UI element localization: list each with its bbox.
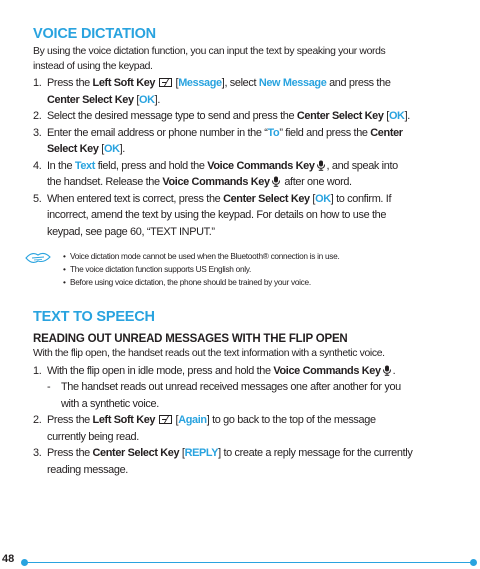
step-number: 1. <box>33 364 42 377</box>
note-list <box>33 250 453 289</box>
step-text: currently being read. <box>47 430 139 443</box>
bracket: [ <box>133 93 140 106</box>
step-text: with a synthetic voice. <box>61 397 159 410</box>
key-name: Select Key <box>47 143 99 155</box>
step-text: incorrect, amend the text by using the keypad. For details on how to use the <box>47 209 387 221</box>
step-number: 3. <box>33 447 42 459</box>
text-to-speech-steps <box>33 363 453 479</box>
step-text: the handset. Release the <box>47 176 163 188</box>
step-item <box>33 191 453 241</box>
footer-rule <box>24 562 472 563</box>
softkey-label: Message <box>178 77 222 89</box>
step-text: keypad, see page 60, “TEXT INPUT.” <box>47 225 215 238</box>
intro-line-1: By using the voice dictation function, you can input the text by speaking your words <box>33 46 386 57</box>
left-soft-key-icon <box>159 415 172 424</box>
step-item <box>33 108 453 125</box>
step-text: after one word. <box>281 176 352 188</box>
dash-marker: - <box>47 381 51 393</box>
bracket: [ <box>172 77 179 89</box>
step-number: 5. <box>33 192 42 205</box>
step-text: When entered text is correct, press the <box>47 192 224 205</box>
step-text: ” field and press the <box>279 126 371 139</box>
step-number: 2. <box>33 110 42 122</box>
bracket: [ <box>172 414 179 426</box>
voice-commands-key-icon <box>382 365 392 376</box>
step-number: 2. <box>33 414 42 426</box>
field-name: Text <box>74 159 96 172</box>
softkey-label: OK <box>103 143 120 155</box>
step-text: ] to go back to the top of the message <box>206 414 376 426</box>
section-title-voice-dictation: VOICE DICTATION <box>33 26 156 42</box>
bracket: [ <box>98 143 104 155</box>
bracket: [ <box>383 110 389 122</box>
voice-dictation-steps <box>33 75 453 240</box>
step-text: reading message. <box>47 463 128 476</box>
step-text: Select the desired message type to send and press the <box>47 110 297 122</box>
note-icon <box>24 250 52 266</box>
step-text: In the <box>47 159 75 172</box>
step-text: The handset reads out unread received messages one after another for you <box>61 381 401 393</box>
step-number: 1. <box>33 77 42 89</box>
step-text: ], select <box>221 77 259 89</box>
page-footer <box>0 551 480 569</box>
step-text: and press the <box>326 77 391 89</box>
note-item: • Before using voice dictation, the phone should be trained by your voice. <box>63 276 453 289</box>
bracket: [ <box>309 192 316 205</box>
step-text: Press the <box>47 414 93 426</box>
softkey-label: OK <box>315 192 331 205</box>
text-to-speech-intro: With the flip open, the handset reads out the text information with a synthetic voice. <box>33 348 385 359</box>
bracket: ]. <box>404 110 410 122</box>
section-title-text-to-speech: TEXT TO SPEECH <box>33 309 155 325</box>
bracket: ]. <box>119 143 125 155</box>
subsection-title: READING OUT UNREAD MESSAGES WITH THE FLIP OPEN <box>33 333 348 345</box>
softkey-label: OK <box>139 93 155 106</box>
step-item <box>33 412 453 445</box>
voice-commands-key-icon <box>271 176 281 187</box>
softkey-label: OK <box>388 110 405 122</box>
step-item <box>33 75 453 108</box>
sub-step <box>47 379 453 412</box>
note-item: • The voice dictation function supports US English only. <box>63 263 453 276</box>
key-name: Center Select Key <box>47 93 134 106</box>
key-name: Left Soft Key <box>92 77 156 89</box>
step-text: With the flip open in idle mode, press and hold the <box>47 364 274 377</box>
step-text: ] to confirm. If <box>330 192 392 205</box>
softkey-label: Again <box>178 414 207 426</box>
key-name: Center <box>370 126 403 139</box>
page-content <box>33 25 453 478</box>
key-name: Voice Commands Key <box>207 159 315 172</box>
menu-option: New Message <box>258 77 327 89</box>
bracket: [ <box>179 447 185 459</box>
step-item <box>33 363 453 413</box>
page-number: 48 <box>2 553 15 565</box>
note-item: • Voice dictation mode cannot be used when the Bluetooth® connection is in use. <box>63 250 453 263</box>
key-name: Center Select Key <box>296 110 384 122</box>
step-item <box>33 158 453 191</box>
step-number: 3. <box>33 126 42 139</box>
step-text: Enter the email address or phone number in the “ <box>47 126 268 139</box>
softkey-label: REPLY <box>184 447 219 459</box>
voice-commands-key-icon <box>316 160 326 171</box>
step-text: , and speak into <box>326 159 398 172</box>
step-item <box>33 445 453 478</box>
step-text: ] to create a reply message for the currently <box>218 447 413 459</box>
left-soft-key-icon <box>159 78 172 87</box>
step-number: 4. <box>33 159 42 172</box>
key-name: Center Select Key <box>92 447 180 459</box>
step-text: Press the <box>47 447 93 459</box>
key-name: Left Soft Key <box>92 414 156 426</box>
bracket: ]. <box>154 93 161 106</box>
step-text: Press the <box>47 77 93 89</box>
field-name: To <box>267 126 280 139</box>
step-text: . <box>392 364 396 377</box>
intro-line-2: instead of using the keypad. <box>33 60 153 72</box>
step-text: field, press and hold the <box>95 159 208 172</box>
key-name: Center Select Key <box>223 192 310 205</box>
step-item <box>33 125 453 158</box>
voice-dictation-intro <box>33 45 453 74</box>
note-block <box>33 250 453 292</box>
key-name: Voice Commands Key <box>273 364 381 377</box>
key-name: Voice Commands Key <box>162 176 270 188</box>
footer-dot-right <box>470 559 477 566</box>
